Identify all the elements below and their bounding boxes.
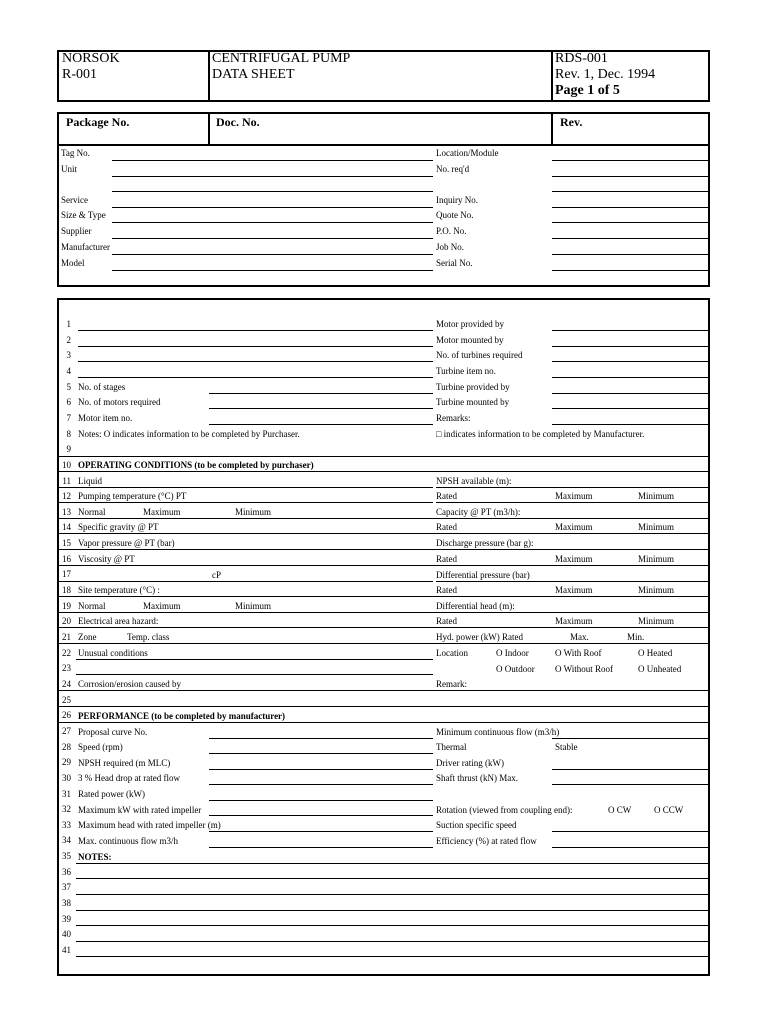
row-separator[interactable] — [59, 722, 708, 723]
row-field-line[interactable] — [552, 346, 708, 347]
speed-label: Speed (rpm) — [78, 742, 123, 752]
info-field-line[interactable] — [112, 254, 433, 255]
rated-label-4: Rated — [436, 585, 457, 595]
max-label-1: Maximum — [555, 491, 593, 501]
turbine-mounted-label: Turbine mounted by — [436, 397, 510, 407]
line-number: 36 — [62, 866, 71, 877]
row-field-line[interactable] — [78, 361, 433, 362]
no-reqd-label: No. req'd — [436, 164, 470, 174]
stages-label: No. of stages — [78, 382, 126, 392]
notes-line[interactable] — [76, 941, 708, 942]
row-separator[interactable] — [59, 643, 708, 644]
driver-rating-label: Driver rating (kW) — [436, 758, 504, 768]
title-line-1: CENTRIFUGAL PUMP — [212, 51, 351, 66]
hyd-power-label: Hyd. power (kW) Rated — [436, 632, 523, 642]
line-number: 11 — [62, 475, 71, 486]
info-field-line[interactable] — [112, 238, 433, 239]
perf-field-line[interactable] — [209, 831, 433, 832]
line-number: 38 — [62, 898, 71, 909]
info-field-line[interactable] — [552, 254, 708, 255]
job-no-label: Job No. — [436, 242, 465, 252]
pumping-temp-label: Pumping temperature (°C) PT — [78, 491, 187, 501]
purchaser-note: Notes: O indicates information to be completed by Purchaser. — [78, 429, 300, 439]
max-label-5: Maximum — [555, 616, 593, 626]
line-number: 23 — [62, 663, 71, 674]
manufacturer-label: Manufacturer — [61, 242, 110, 252]
info-field-line[interactable] — [112, 207, 433, 208]
line-number: 27 — [62, 725, 71, 736]
doc-code: RDS-001 — [555, 51, 608, 66]
unheated-option[interactable]: O Unheated — [638, 664, 682, 674]
line-number: 22 — [62, 647, 71, 658]
serial-no-label: Serial No. — [436, 258, 473, 268]
info-field-line[interactable] — [552, 160, 708, 161]
row-separator[interactable] — [436, 581, 708, 582]
line-number: 33 — [62, 819, 71, 830]
electrical-hazard-label: Electrical area hazard: — [78, 616, 159, 626]
unusual-conditions-label: Unusual conditions — [78, 648, 148, 658]
line-number: 21 — [62, 632, 71, 642]
diff-pressure-label: Differential pressure (bar) — [436, 570, 530, 580]
info-field-line[interactable] — [112, 270, 433, 271]
perf-field-line[interactable] — [552, 738, 708, 739]
indoor-option[interactable]: O Indoor — [496, 648, 529, 658]
min-label-2: Minimum — [638, 522, 675, 532]
perf-field-line[interactable] — [209, 753, 433, 754]
max-kw-label: Maximum kW with rated impeller — [78, 805, 202, 815]
row-separator[interactable] — [59, 487, 433, 488]
field-line[interactable] — [76, 659, 433, 660]
line-number: 24 — [62, 678, 71, 689]
info-field-line[interactable] — [112, 191, 433, 192]
max-label-2: Maximum — [555, 522, 593, 532]
perf-field-line[interactable] — [552, 831, 708, 832]
turbine-provided-label: Turbine provided by — [436, 382, 510, 392]
line-number: 39 — [62, 913, 71, 924]
rated-label-3: Rated — [436, 554, 457, 564]
motor-mounted-label: Motor mounted by — [436, 335, 504, 345]
motor-provided-label: Motor provided by — [436, 319, 504, 329]
line-number: 34 — [62, 835, 71, 846]
supplier-label: Supplier — [61, 226, 92, 236]
field-line[interactable] — [120, 565, 268, 566]
proposal-curve-label: Proposal curve No. — [78, 727, 148, 737]
corrosion-label: Corrosion/erosion caused by — [78, 679, 181, 689]
row-separator[interactable] — [59, 502, 433, 503]
row-separator[interactable] — [59, 533, 708, 534]
field-line[interactable] — [470, 690, 708, 691]
field-line[interactable] — [209, 690, 433, 691]
notes-line[interactable] — [76, 878, 708, 879]
min-label-5: Minimum — [638, 616, 675, 626]
notes-line[interactable] — [76, 910, 708, 911]
info-field-line[interactable] — [112, 160, 433, 161]
line-number: 12 — [62, 491, 71, 502]
line-number: 25 — [62, 694, 71, 705]
location-label: Location — [436, 648, 468, 658]
line-number: 7 — [66, 412, 71, 423]
rev-label: Rev. — [560, 115, 583, 129]
npsh-required-label: NPSH required (m MLC) — [78, 758, 171, 768]
info-field-line[interactable] — [112, 176, 433, 177]
remarks-label: Remarks: — [436, 413, 471, 423]
outdoor-option[interactable]: O Outdoor — [496, 664, 535, 674]
efficiency-label: Efficiency (%) at rated flow — [436, 836, 537, 846]
notes-line[interactable] — [76, 925, 708, 926]
specific-gravity-label: Specific gravity @ PT — [78, 522, 159, 532]
perf-field-line[interactable] — [552, 847, 708, 848]
quote-no-label: Quote No. — [436, 210, 474, 220]
notes-label: NOTES: — [78, 852, 112, 862]
discharge-label: Discharge pressure (bar g): — [436, 538, 534, 548]
info-field-line[interactable] — [552, 222, 708, 223]
rated-label-2: Rated — [436, 522, 457, 532]
row-field-line[interactable] — [552, 361, 708, 362]
min-label-4: Minimum — [638, 585, 675, 595]
row-separator[interactable] — [59, 456, 708, 457]
line-number: 32 — [62, 804, 71, 815]
row-separator[interactable] — [59, 612, 708, 613]
service-label: Service — [61, 195, 88, 205]
ccw-option[interactable]: O CCW — [654, 805, 684, 815]
line-number: 19 — [62, 600, 71, 611]
info-field-line[interactable] — [552, 270, 708, 271]
max-label-3: Maximum — [555, 554, 593, 564]
perf-field-line[interactable] — [209, 847, 433, 848]
row-field-line[interactable] — [209, 424, 433, 425]
line-number: 17 — [62, 569, 71, 580]
line-number: 10 — [62, 459, 71, 470]
line-number: 16 — [62, 553, 71, 564]
perf-field-line[interactable] — [209, 738, 433, 739]
liquid-label: Liquid — [78, 476, 102, 486]
motors-required-label: No. of motors required — [78, 397, 161, 407]
info-field-line[interactable] — [552, 191, 708, 192]
line-number: 28 — [62, 741, 71, 752]
shaft-thrust-label: Shaft thrust (kN) Max. — [436, 773, 518, 783]
perf-field-line[interactable] — [209, 784, 433, 785]
rated-label-5: Rated — [436, 616, 457, 626]
line-number: 14 — [62, 522, 71, 533]
org-name: NORSOK — [62, 51, 120, 66]
motor-item-label: Motor item no. — [78, 413, 133, 423]
info-field-line[interactable] — [552, 207, 708, 208]
line-number: 31 — [62, 788, 71, 799]
line-number: 3 — [66, 350, 71, 361]
line-number: 35 — [62, 851, 71, 862]
info-field-line[interactable] — [552, 238, 708, 239]
row-field-line[interactable] — [552, 424, 708, 425]
minimum-label: Minimum — [235, 507, 272, 517]
line-number: 5 — [66, 381, 71, 392]
hyd-min-label: Min. — [627, 632, 645, 642]
location-module-label: Location/Module — [436, 148, 499, 158]
viscosity-label: Viscosity @ PT — [78, 554, 135, 564]
cw-option[interactable]: O CW — [608, 805, 632, 815]
vapor-pressure-label: Vapor pressure @ PT (bar) — [78, 538, 175, 548]
model-label: Model — [61, 258, 85, 268]
row-separator[interactable] — [59, 706, 708, 707]
field-line[interactable] — [522, 487, 708, 488]
zone-label: Zone — [78, 632, 97, 642]
head-drop-label: 3 % Head drop at rated flow — [78, 773, 180, 783]
turbine-item-label: Turbine item no. — [436, 366, 496, 376]
perf-field-line[interactable] — [209, 769, 433, 770]
maximum-label-2: Maximum — [143, 601, 181, 611]
line-number: 18 — [62, 585, 71, 596]
row-separator[interactable] — [436, 502, 708, 503]
line-number: 20 — [62, 616, 71, 627]
operating-conditions-header: OPERATING CONDITIONS (to be completed by purchaser) — [78, 460, 314, 470]
heated-option[interactable]: O Heated — [638, 648, 673, 658]
rotation-label: Rotation (viewed from coupling end): — [436, 805, 573, 815]
row-field-line[interactable] — [78, 346, 433, 347]
info-field-line[interactable] — [552, 176, 708, 177]
line-number: 2 — [66, 334, 71, 345]
row-field-line[interactable] — [209, 408, 433, 409]
info-field-line[interactable] — [112, 222, 433, 223]
temp-class-label: Temp. class — [127, 632, 170, 642]
turbines-required-label: No. of turbines required — [436, 350, 523, 360]
unit-label: Unit — [61, 164, 78, 174]
revision: Rev. 1, Dec. 1994 — [555, 67, 656, 82]
line-number: 13 — [62, 506, 71, 517]
row-field-line[interactable] — [209, 393, 433, 394]
maximum-label: Maximum — [143, 507, 181, 517]
minimum-label-2: Minimum — [235, 601, 272, 611]
line-number: 29 — [62, 757, 71, 768]
package-no-label: Package No. — [66, 115, 130, 129]
row-separator[interactable] — [59, 627, 708, 628]
line-number: 1 — [66, 319, 71, 329]
min-label-3: Minimum — [638, 554, 675, 564]
line-number: 37 — [62, 882, 71, 893]
capacity-label: Capacity @ PT (m3/h): — [436, 507, 521, 517]
with-roof-option[interactable]: O With Roof — [555, 648, 602, 658]
row-separator[interactable] — [59, 471, 708, 472]
row-field-line[interactable] — [78, 330, 433, 331]
perf-field-line[interactable] — [552, 784, 708, 785]
max-label-4: Maximum — [555, 585, 593, 595]
line-number: 26 — [62, 710, 71, 721]
line-number: 4 — [66, 365, 71, 376]
perf-field-line[interactable] — [552, 769, 708, 770]
suction-speed-label: Suction specific speed — [436, 820, 517, 830]
doc-no-label: Doc. No. — [216, 115, 260, 129]
tag-no-label: Tag No. — [61, 148, 90, 158]
row-field-line[interactable] — [552, 377, 708, 378]
remark-label: Remark: — [436, 679, 467, 689]
perf-field-line[interactable] — [209, 800, 433, 801]
row-separator[interactable] — [59, 581, 433, 582]
line-number: 40 — [62, 929, 71, 940]
notes-line[interactable] — [76, 956, 708, 957]
npsh-available-label: NPSH available (m): — [436, 476, 512, 486]
po-no-label: P.O. No. — [436, 226, 467, 236]
title-line-2: DATA SHEET — [212, 67, 295, 82]
normal-label: Normal — [78, 507, 106, 517]
page-number: Page 1 of 5 — [555, 83, 620, 98]
line-number: 9 — [66, 444, 71, 455]
line-number: 41 — [62, 945, 71, 955]
manufacturer-note: □ indicates information to be completed by Manufacturer. — [436, 429, 645, 439]
notes-line[interactable] — [76, 863, 708, 864]
row-field-line[interactable] — [552, 408, 708, 409]
line-number: 8 — [66, 428, 71, 439]
line-number: 15 — [62, 538, 71, 549]
perf-field-line[interactable] — [209, 815, 433, 816]
performance-header: PERFORMANCE (to be completed by manufacturer) — [78, 711, 286, 721]
standard-code: R-001 — [62, 67, 97, 82]
row-field-line[interactable] — [552, 330, 708, 331]
normal-label-2: Normal — [78, 601, 106, 611]
min-continuous-flow-label: Minimum continuous flow (m3/h) — [436, 727, 560, 737]
field-line[interactable] — [76, 674, 433, 675]
row-field-line[interactable] — [78, 377, 433, 378]
rated-label-1: Rated — [436, 491, 457, 501]
size-type-label: Size & Type — [61, 210, 106, 220]
row-separator[interactable] — [59, 549, 708, 550]
notes-line[interactable] — [76, 894, 708, 895]
info-box — [57, 112, 710, 287]
line-number: 6 — [66, 397, 71, 408]
rated-power-label: Rated power (kW) — [78, 789, 145, 799]
without-roof-option[interactable]: O Without Roof — [555, 664, 613, 674]
diff-head-label: Differential head (m): — [436, 601, 515, 611]
row-field-line[interactable] — [552, 393, 708, 394]
stable-label: Stable — [555, 742, 578, 752]
line-number: 30 — [62, 772, 71, 783]
inquiry-no-label: Inquiry No. — [436, 195, 478, 205]
min-label-1: Minimum — [638, 491, 675, 501]
hyd-max-label: Max. — [570, 632, 589, 642]
row-separator[interactable] — [59, 596, 708, 597]
max-head-label: Maximum head with rated impeller (m) — [78, 820, 221, 830]
thermal-label: Thermal — [436, 742, 467, 752]
row-separator[interactable] — [59, 518, 708, 519]
site-temp-label: Site temperature (°C) : — [78, 585, 160, 595]
max-flow-label: Max. continuous flow m3/h — [78, 836, 178, 846]
cp-unit: cP — [212, 570, 221, 580]
